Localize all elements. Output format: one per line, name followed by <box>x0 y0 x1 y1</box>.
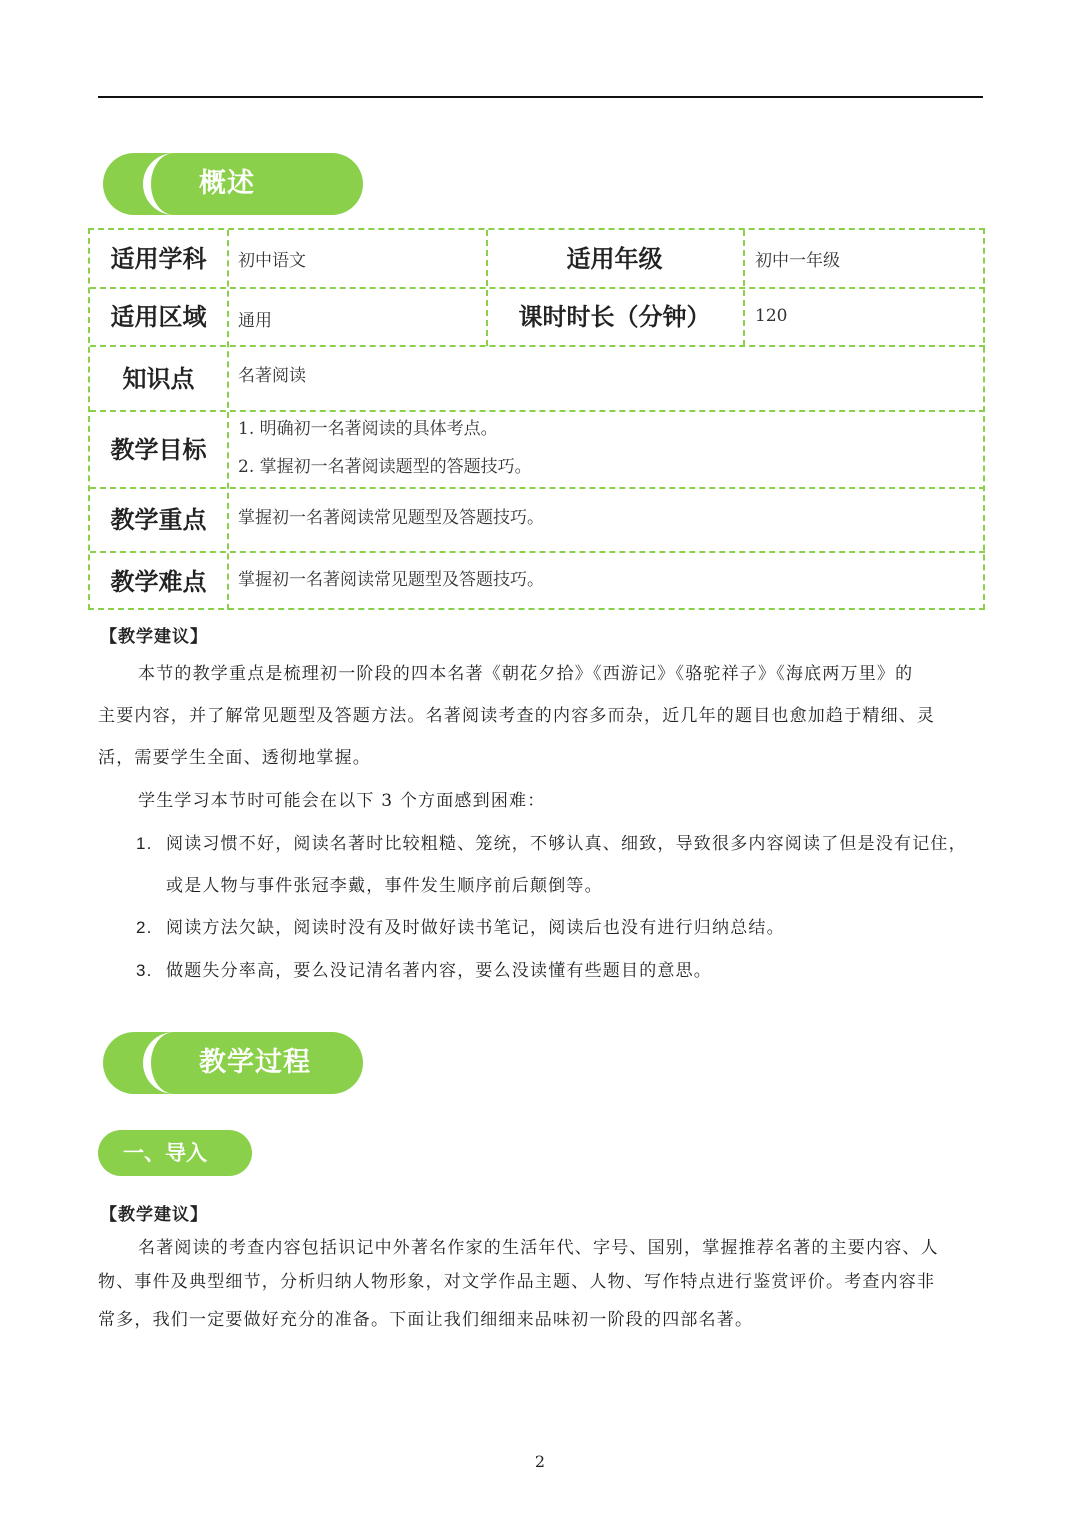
page-number: 2 <box>534 1452 546 1471</box>
advice-paragraph-line: 活，需要学生全面、透彻地掌握。 <box>98 748 371 768</box>
region-label: 适用区域 <box>110 303 207 331</box>
overview-banner-title: 概述 <box>199 168 255 199</box>
advice-paragraph-line: 物、事件及典型细节，分析归纳人物形象，对文学作品主题、人物、写作特点进行鉴赏评价。考查内容非 <box>98 1272 936 1292</box>
duration-label: 课时时长（分钟） <box>518 303 711 331</box>
list-item <box>136 907 986 949</box>
difficulty-intro: 学生学习本节时可能会在以下 3 个方面感到困难： <box>138 791 546 811</box>
list-item <box>136 950 986 992</box>
grade-label: 适用年级 <box>566 245 663 273</box>
list-number: 2. <box>136 918 153 937</box>
knowledge-value: 名著阅读 <box>238 366 306 386</box>
list-item <box>136 823 986 865</box>
list-text: 阅读习惯不好，阅读名著时比较粗糙、笼统，不够认真、细致，导致很多内容阅读了但是没有记住， <box>166 834 967 854</box>
advice-paragraph-line: 本节的教学重点是梳理初一阶段的四本名著《朝花夕拾》《西游记》《骆驼祥子》《海底两万里》的 <box>138 664 914 684</box>
overview-banner <box>103 153 363 215</box>
list-number: 3. <box>136 961 153 980</box>
list-text: 做题失分率高，要么没记清名著内容，要么没读懂有些题目的意思。 <box>166 961 712 981</box>
subject-label: 适用学科 <box>110 245 207 273</box>
difficulty-value: 掌握初一名著阅读常见题型及答题技巧。 <box>238 570 544 590</box>
region-value: 通用 <box>238 311 272 331</box>
intro-banner <box>98 1130 252 1176</box>
goal-line-1: 1. 明确初一名著阅读的具体考点。 <box>238 419 498 439</box>
list-item-continuation <box>136 865 986 907</box>
focus-label: 教学重点 <box>110 506 207 534</box>
list-text: 或是人物与事件张冠李戴，事件发生顺序前后颠倒等。 <box>166 876 603 896</box>
process-banner <box>103 1032 363 1094</box>
subject-value: 初中语文 <box>238 251 306 271</box>
advice-paragraph-line: 名著阅读的考查内容包括识记中外著名作家的生活年代、字号、国别，掌握推荐名著的主要内容、人 <box>138 1238 939 1258</box>
list-text: 阅读方法欠缺，阅读时没有及时做好读书笔记，阅读后也没有进行归纳总结。 <box>166 918 785 938</box>
advice-paragraph-line: 主要内容，并了解常见题型及答题方法。名著阅读考查的内容多而杂，近几年的题目也愈加趋于精细、灵 <box>98 706 936 726</box>
advice-heading: 【教学建议】 <box>100 1205 208 1225</box>
advice-heading: 【教学建议】 <box>100 627 208 647</box>
grade-value: 初中一年级 <box>755 251 840 271</box>
knowledge-label: 知识点 <box>122 365 195 393</box>
advice-paragraph-line: 常多，我们一定要做好充分的准备。下面让我们细细来品味初一阶段的四部名著。 <box>98 1310 754 1330</box>
goal-line-2: 2. 掌握初一名著阅读题型的答题技巧。 <box>238 457 532 477</box>
intro-banner-title: 一、导入 <box>123 1141 207 1165</box>
list-number: 1. <box>136 834 153 853</box>
goal-label: 教学目标 <box>110 436 207 464</box>
duration-value: 120 <box>755 306 788 326</box>
difficulty-label: 教学难点 <box>110 568 207 596</box>
process-banner-title: 教学过程 <box>199 1047 311 1078</box>
lesson-info-table <box>88 228 985 610</box>
focus-value: 掌握初一名著阅读常见题型及答题技巧。 <box>238 508 544 528</box>
header-rule <box>98 96 983 98</box>
